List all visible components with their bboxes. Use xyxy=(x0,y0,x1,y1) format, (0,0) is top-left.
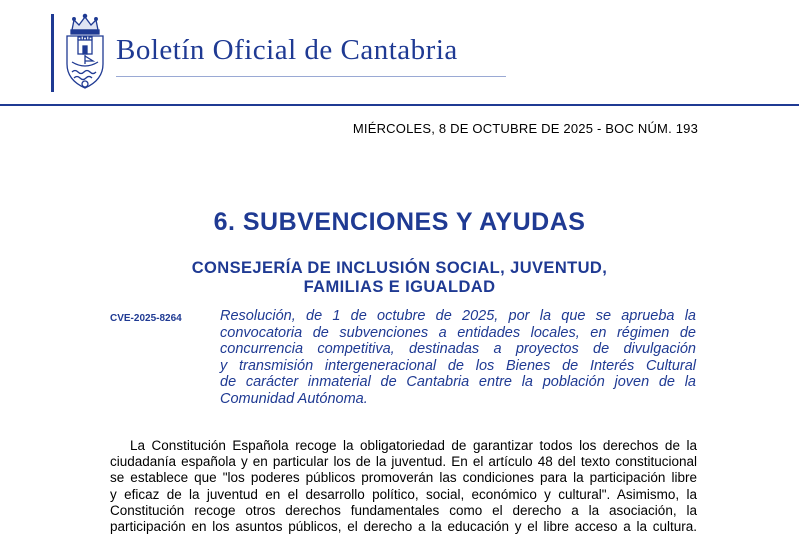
header-vertical-bar xyxy=(51,14,54,92)
body-line: se establece que "los poderes públicos promoverán las condiciones para la participación libre xyxy=(110,470,697,486)
resolution-line: y transmisión intergeneracional de los Bienes de Interés Cultural xyxy=(220,357,696,374)
body-paragraph xyxy=(110,438,697,535)
resolution-line: convocatoria de subvenciones a entidades locales, en régimen de xyxy=(220,324,696,341)
body-line: y eficaz de la juventud en el desarrollo político, social, económico y cultural". Asimismo, la xyxy=(110,486,697,502)
resolution-line: concurrencia competitiva, destinadas a proyectos de divulgación xyxy=(220,341,696,357)
resolution-line: de carácter inmaterial de Cantabria entre la población joven de la xyxy=(220,374,696,390)
cantabria-coat-of-arms-icon xyxy=(60,12,110,94)
cve-code: CVE-2025-8264 xyxy=(110,313,182,324)
header-divider xyxy=(0,104,799,106)
resolution-line: Comunidad Autónoma. xyxy=(220,390,368,407)
section-title: 6. SUBVENCIONES Y AYUDAS xyxy=(213,208,586,236)
body-line: participación en los asuntos públicos, el derecho a la educación y el libre acceso a la cultura. xyxy=(110,519,697,535)
resolution-line: Resolución, de 1 de octubre de 2025, por la que se aprueba la xyxy=(220,308,696,324)
body-line: Constitución recoge otros derechos fundamentales como el derecho a la asociación, la xyxy=(110,502,697,518)
date-line: MIÉRCOLES, 8 DE OCTUBRE DE 2025 - BOC NÚM. 193 xyxy=(352,121,698,136)
body-line: La Constitución Española recoge la obligatoriedad de garantizar todos los derechos de la xyxy=(130,438,697,453)
bulletin-title: Boletín Oficial de Cantabria xyxy=(116,34,458,66)
department-heading xyxy=(0,259,799,297)
resolution-summary xyxy=(220,308,696,407)
department-line: FAMILIAS E IGUALDAD xyxy=(303,278,496,296)
title-underline xyxy=(116,76,506,77)
body-line: ciudadanía española y en particular los de la juventud. En el artículo 48 del texto constitucional xyxy=(110,454,697,470)
department-line: CONSEJERÍA DE INCLUSIÓN SOCIAL, JUVENTUD, xyxy=(191,259,608,277)
